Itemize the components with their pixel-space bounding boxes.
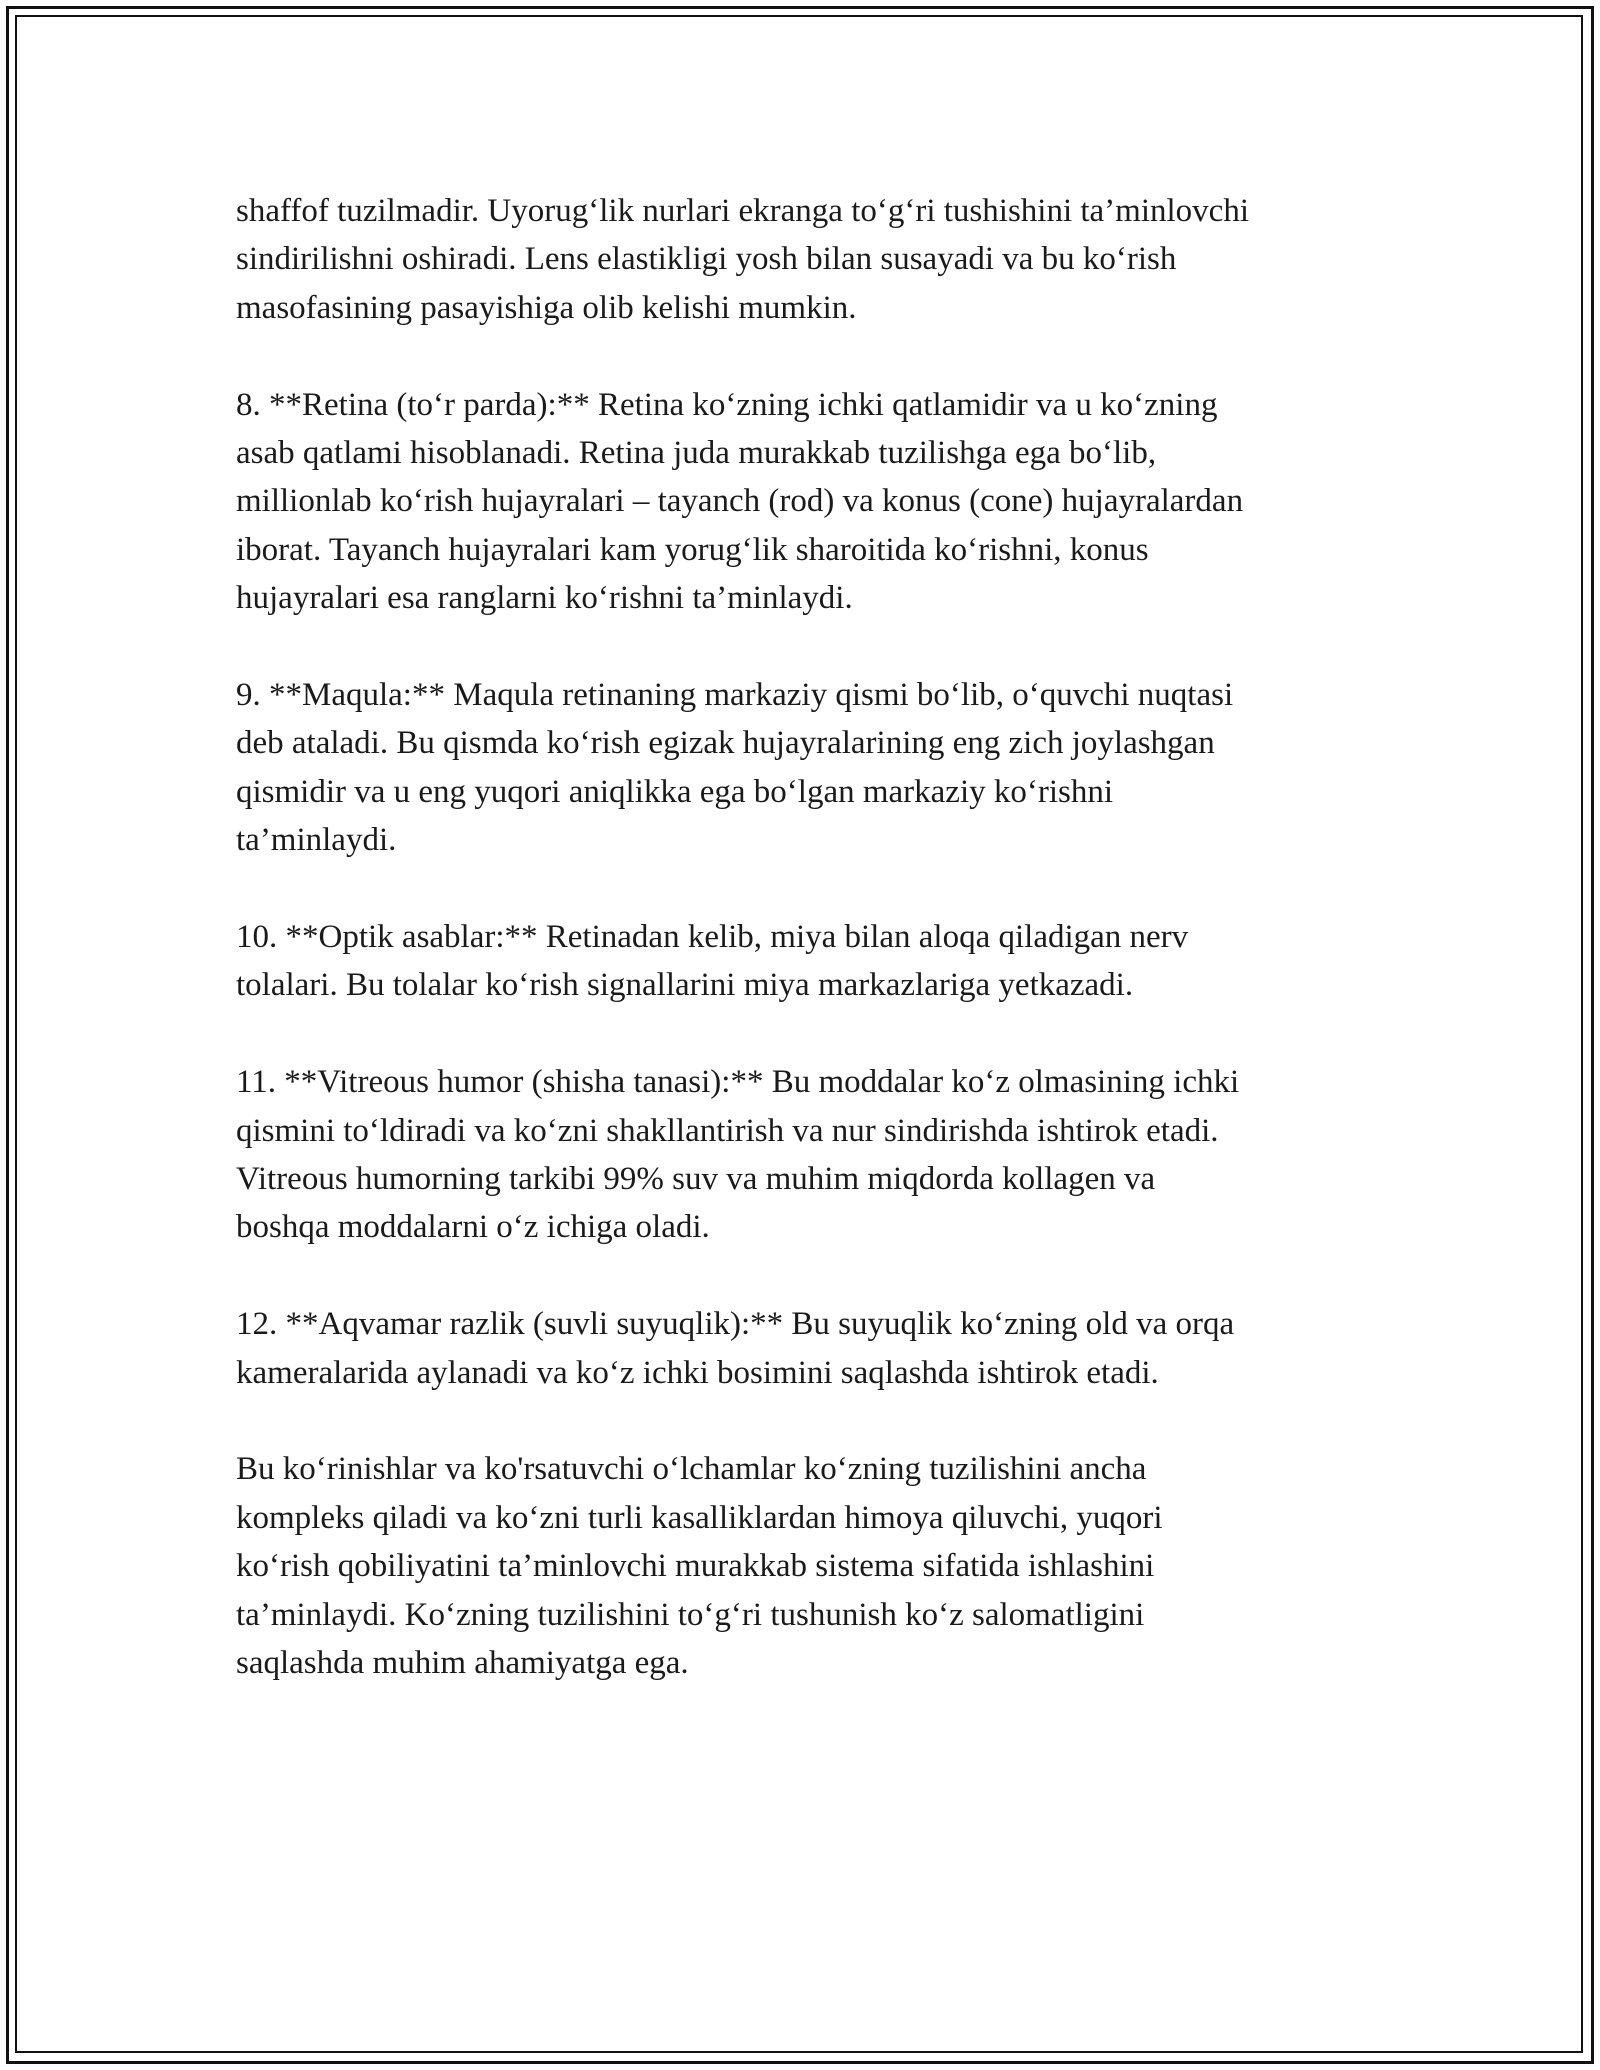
text-line: boshqa moddalarni o‘z ichiga oladi. xyxy=(236,1209,710,1246)
text-line: masofasining pasayishiga olib kelishi mumkin. xyxy=(236,289,857,326)
paragraph-vitreous-humor xyxy=(236,1058,1386,1252)
paragraph-aqueous-humor xyxy=(236,1300,1386,1397)
document-body xyxy=(236,187,1386,1736)
text-line: kompleks qiladi va ko‘zni turli kasalliklardan himoya qiluvchi, yuqori xyxy=(236,1499,1163,1536)
text-line: 9. **Maqula:** Maqula retinaning markaziy qismi bo‘lib, o‘quvchi nuqtasi xyxy=(236,677,1234,714)
text-line: iborat. Tayanch hujayralari kam yorug‘lik sharoitida ko‘rishni, konus xyxy=(236,531,1149,568)
text-line: millionlab ko‘rish hujayralari – tayanch (rod) va konus (cone) hujayralardan xyxy=(236,483,1244,520)
text-line: Vitreous humorning tarkibi 99% suv va muhim miqdorda kollagen va xyxy=(236,1161,1156,1198)
text-line: tolalari. Bu tolalar ko‘rish signallarini miya markazlariga yetkazadi. xyxy=(236,967,1134,1004)
text-line: deb ataladi. Bu qismda ko‘rish egizak hujayralarining eng zich joylashgan xyxy=(236,725,1215,762)
text-line: asab qatlami hisoblanadi. Retina juda murakkab tuzilishga ega bo‘lib, xyxy=(236,435,1157,472)
text-line: ta’minlaydi. Ko‘zning tuzilishini to‘g‘ri tushunish ko‘z salomatligini xyxy=(236,1596,1145,1633)
text-line: 10. **Optik asablar:** Retinadan kelib, miya bilan aloqa qiladigan nerv xyxy=(236,919,1189,956)
text-line: ta’minlaydi. xyxy=(236,822,397,859)
text-line: sindirilishni oshiradi. Lens elastikligi yosh bilan susayadi va bu ko‘rish xyxy=(236,241,1177,278)
text-line: qismidir va u eng yuqori aniqlikka ega bo‘lgan markaziy ko‘rishni xyxy=(236,773,1114,810)
text-line: Bu ko‘rinishlar va ko'rsatuvchi o‘lchamlar ko‘zning tuzilishini ancha xyxy=(236,1451,1147,1488)
text-line: kameralarida aylanadi va ko‘z ichki bosimini saqlashda ishtirok etadi. xyxy=(236,1354,1159,1391)
paragraph-optic-nerves xyxy=(236,913,1386,1010)
text-line: qismini to‘ldiradi va ko‘zni shakllantirish va nur sindirishda ishtirok etadi. xyxy=(236,1112,1219,1149)
text-line: ko‘rish qobiliyatini ta’minlovchi murakkab sistema sifatida ishlashini xyxy=(236,1548,1155,1585)
text-line: 8. **Retina (to‘r parda):** Retina ko‘zning ichki qatlamidir va u ko‘zning xyxy=(236,386,1218,423)
paragraph-lens-continuation xyxy=(236,187,1386,332)
paragraph-conclusion xyxy=(236,1445,1386,1687)
paragraph-maqula xyxy=(236,671,1386,865)
text-line: 11. **Vitreous humor (shisha tanasi):** Bu moddalar ko‘z olmasining ichki xyxy=(236,1064,1240,1101)
text-line: saqlashda muhim ahamiyatga ega. xyxy=(236,1645,689,1682)
text-line: hujayralari esa ranglarni ko‘rishni ta’minlaydi. xyxy=(236,580,853,617)
text-line: shaffof tuzilmadir. Uyorug‘lik nurlari ekranga to‘g‘ri tushishini ta’minlovchi xyxy=(236,193,1249,229)
text-line: 12. **Aqvamar razlik (suvli suyuqlik):** Bu suyuqlik ko‘zning old va orqa xyxy=(236,1306,1235,1343)
paragraph-retina xyxy=(236,381,1386,623)
